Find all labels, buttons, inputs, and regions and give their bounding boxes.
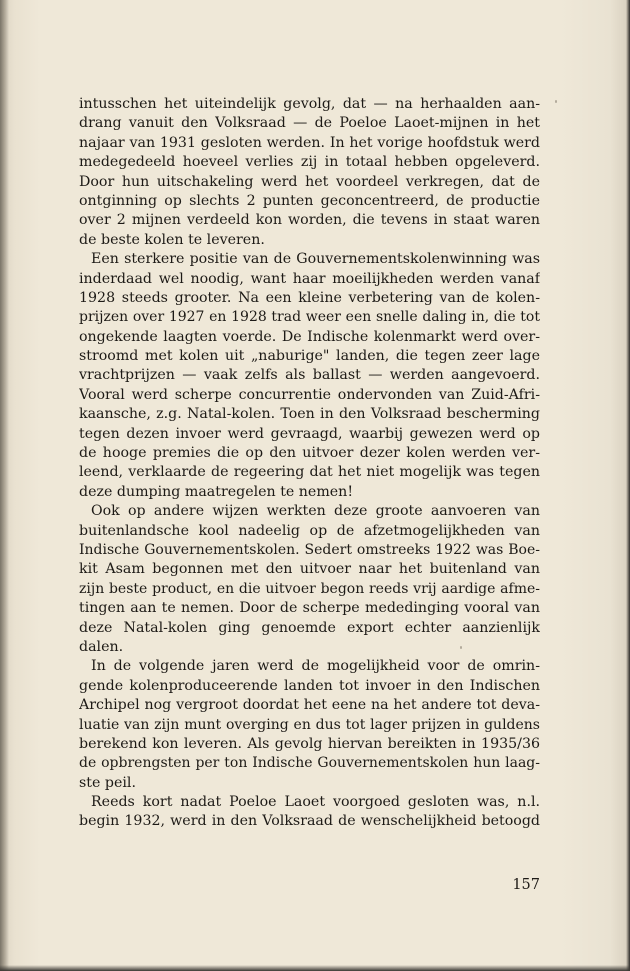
text-line: gende kolenproduceerende landen tot invoer in den Indischen	[79, 677, 540, 694]
text-line: zijn beste product, en die uitvoer begon reeds vrij aardige afme-	[79, 580, 540, 597]
text-line: Archipel nog vergroot doordat het eene na het andere tot deva-	[79, 697, 540, 714]
text-line: Door hun uitschakeling werd het voordeel verkregen, dat de	[79, 173, 540, 190]
text-line: intusschen het uiteindelijk gevolg, dat — na herhaalden aan-	[79, 96, 540, 112]
text-line: dalen.	[79, 638, 124, 655]
text-line: Indische Gouvernementskolen. Sedert omstreeks 1922 was Boe-	[79, 541, 540, 558]
text-line: kit Asam begonnen met den uitvoer naar het buitenland van	[79, 561, 540, 578]
text-line: Vooral werd scherpe concurrentie ondervonden van Zuid-Afri-	[79, 386, 540, 403]
text-line: de beste kolen te leveren.	[79, 231, 265, 248]
text-line: deze Natal-kolen ging genoemde export echter aanzienlijk	[79, 619, 540, 636]
text-line: vrachtprijzen — vaak zelfs als ballast — werden aangevoerd.	[79, 367, 540, 384]
text-line: inderdaad wel noodig, want haar moeilijkheden werden vanaf	[79, 270, 540, 287]
text-line: luatie van zijn munt overging en dus tot lager prijzen in guldens	[79, 716, 540, 733]
text-line: ontginning op slechts 2 punten geconcentreerd, de productie	[79, 192, 540, 209]
text-line: berekend kon leveren. Als gevolg hiervan bereikten in 1935/36	[79, 735, 540, 752]
text-line: ongekende laagten voerde. De Indische kolenmarkt werd over-	[79, 328, 540, 345]
text-line: Reeds kort nadat Poeloe Laoet voorgoed gesloten was, n.l.	[91, 794, 540, 811]
text-line: prijzen over 1927 en 1928 trad weer een snelle daling in, die tot	[79, 309, 540, 326]
page-right-edge	[626, 0, 630, 971]
text-line: tingen aan te nemen. Door de scherpe mededinging vooral van	[79, 600, 540, 617]
text-line: Een sterkere positie van de Gouvernementskolenwinning was	[91, 251, 540, 268]
page-bottom-edge	[0, 965, 630, 971]
text-line: leend, verklaarde de regeering dat het niet mogelijk was tegen	[79, 464, 540, 481]
text-line: In de volgende jaren werd de mogelijkheid voor de omrin-	[91, 658, 540, 675]
text-line: de hooge premies die op den uitvoer dezer kolen werden ver-	[79, 445, 540, 462]
text-line: tegen dezen invoer werd gevraagd, waarbij gewezen werd op	[79, 425, 540, 442]
text-line: 1928 steeds grooter. Na een kleine verbetering van de kolen-	[79, 289, 540, 306]
text-line: buitenlandsche kool nadeelig op de afzetmogelijkheden van	[79, 522, 540, 539]
text-line: begin 1932, werd in den Volksraad de wenschelijkheid betoogd	[79, 813, 540, 830]
text-line: drang vanuit den Volksraad — de Poeloe Laoet-mijnen in het	[79, 115, 540, 132]
text-line: najaar van 1931 gesloten werden. In het vorige hoofdstuk werd	[79, 134, 540, 151]
binding-shadow	[0, 0, 9, 971]
text-line: de opbrengsten per ton Indische Gouvernementskolen hun laag-	[79, 755, 540, 772]
text-line: Ook op andere wijzen werkten deze groote aanvoeren van	[91, 503, 540, 520]
text-line: over 2 mijnen verdeeld kon worden, die tevens in staat waren	[79, 212, 540, 229]
text-line: kaansche, z.g. Natal-kolen. Toen in den Volksraad bescherming	[79, 406, 540, 423]
text-line: medegedeeld hoeveel verlies zij in totaal hebben opgeleverd.	[79, 154, 540, 171]
page-number: 157	[512, 877, 540, 893]
text-line: stroomd met kolen uit „naburige" landen, die tegen zeer lage	[79, 348, 540, 365]
text-line: deze dumping maatregelen te nemen!	[79, 483, 354, 500]
body-text	[79, 95, 540, 832]
text-line: ste peil.	[79, 774, 136, 791]
paper-speck	[555, 100, 557, 103]
